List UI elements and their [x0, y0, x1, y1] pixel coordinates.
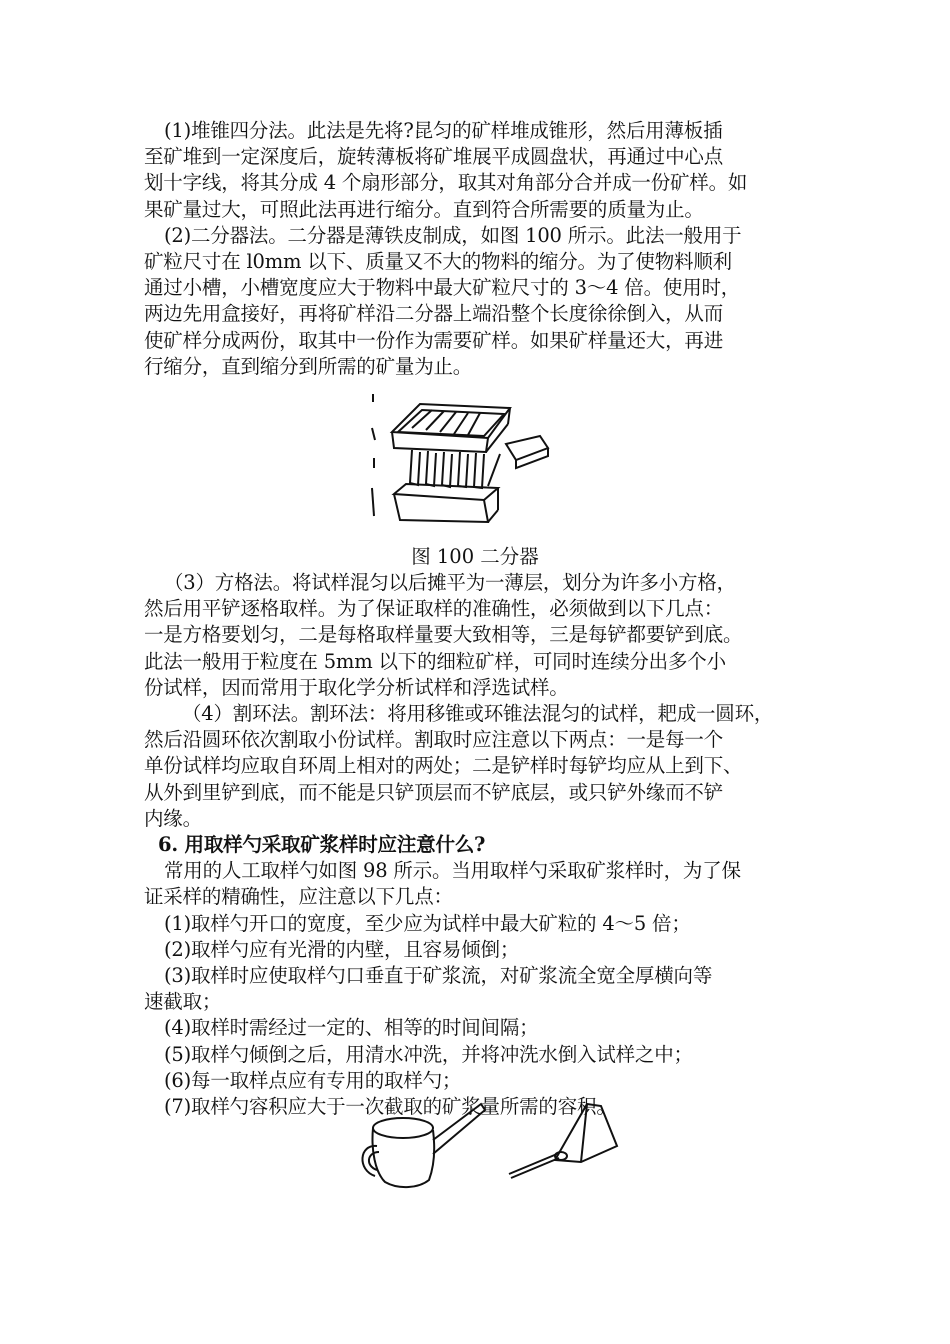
paragraph-line: 至矿堆到一定深度后，旋转薄板将矿堆展平成圆盘状，再通过中心点 — [144, 145, 724, 169]
figure-caption: 图 100 二分器 — [411, 545, 539, 568]
section-heading: 6. 用取样勺采取矿浆样时应注意什么? — [158, 833, 486, 857]
paragraph-line: 证采样的精确性，应注意以下几点： — [144, 885, 453, 909]
paragraph-line: 从外到里铲到底，而不能是只铲顶层而不铲底层，或只铲外缘而不铲 — [144, 780, 724, 804]
paragraph-line: 通过小槽，小槽宽度应大于物料中最大矿粒尺寸的 3～4 倍。使用时， — [144, 276, 741, 300]
list-item: (2)取样勺应有光滑的内壁，且容易倾倒； — [164, 937, 520, 961]
text-block-2 — [144, 570, 812, 1120]
paragraph-line: 两边先用盒接好，再将矿样沿二分器上端沿整个长度徐徐倒入，从而 — [144, 302, 724, 326]
list-item: (4)取样时需经过一定的、相等的时间间隔； — [164, 1016, 539, 1040]
paragraph-line: 一是方格要划匀，二是每格取样量要大致相等，三是每铲都要铲到底。 — [144, 623, 743, 647]
paragraph-line: 然后用平铲逐格取样。为了保证取样的准确性，必须做到以下几点： — [144, 597, 724, 621]
paragraph-line: (2)二分器法。二分器是薄铁皮制成，如图 100 所示。此法一般用于 — [164, 223, 742, 247]
paragraph-line: 矿粒尺寸在 l0mm 以下、质量又不大的物料的缩分。为了使物料顺利 — [144, 250, 732, 274]
paragraph-line: 此法一般用于粒度在 5mm 以下的细粒矿样，可同时连续分出多个小 — [144, 649, 726, 673]
text-block-1 — [144, 118, 812, 380]
paragraph-line: 常用的人工取样勺如图 98 所示。当用取样勺采取矿浆样时，为了保 — [164, 859, 741, 883]
list-item: (6)每一取样点应有专用的取样勺； — [164, 1068, 462, 1092]
splitter-figure — [370, 388, 570, 528]
paragraph-line: (1)堆锥四分法。此法是先将?昆匀的矿样堆成锥形，然后用薄板插 — [164, 119, 723, 142]
paragraph-line: 果矿量过大，可照此法再进行缩分。直到符合所需要的质量为止。 — [144, 197, 704, 221]
list-item: (5)取样勺倾倒之后，用清水冲洗，并将冲洗水倒入试样之中； — [164, 1042, 693, 1066]
list-item: (3)取样时应使取样勺口垂直于矿浆流，对矿浆流全宽全厚横向等 — [164, 964, 713, 988]
paragraph-line: （4）割环法。割环法：将用移锥或环锥法混匀的试样，耙成一圆环， — [182, 702, 774, 726]
paragraph-line: 内缘。 — [144, 806, 202, 830]
paragraph-line: 划十字线，将其分成 4 个扇形部分，取其对角部分合并成一份矿样。如 — [144, 171, 748, 195]
list-item: (7)取样勺容积应大于一次截取的矿浆量所需的容积。 — [164, 1095, 616, 1119]
paragraph-line: 使矿样分成两份，取其中一份作为需要矿样。如果矿样量还大，再进 — [144, 328, 724, 352]
list-item: (1)取样勺开口的宽度，至少应为试样中最大矿粒的 4～5 倍； — [164, 911, 691, 935]
paragraph-line: （3）方格法。将试样混匀以后摊平为一薄层，划分为许多小方格， — [164, 571, 736, 594]
list-item: 速截取； — [144, 990, 222, 1014]
paragraph-line: 行缩分，直到缩分到所需的矿量为止。 — [144, 354, 473, 378]
sampling-ladle-figure — [355, 1100, 635, 1190]
paragraph-line: 份试样，因而常用于取化学分析试样和浮选试样。 — [144, 675, 569, 699]
paragraph-line: 单份试样均应取自环周上相对的两处；二是铲样时每铲均应从上到下、 — [144, 754, 743, 778]
paragraph-line: 然后沿圆环依次割取小份试样。割取时应注意以下两点：一是每一个 — [144, 728, 724, 752]
